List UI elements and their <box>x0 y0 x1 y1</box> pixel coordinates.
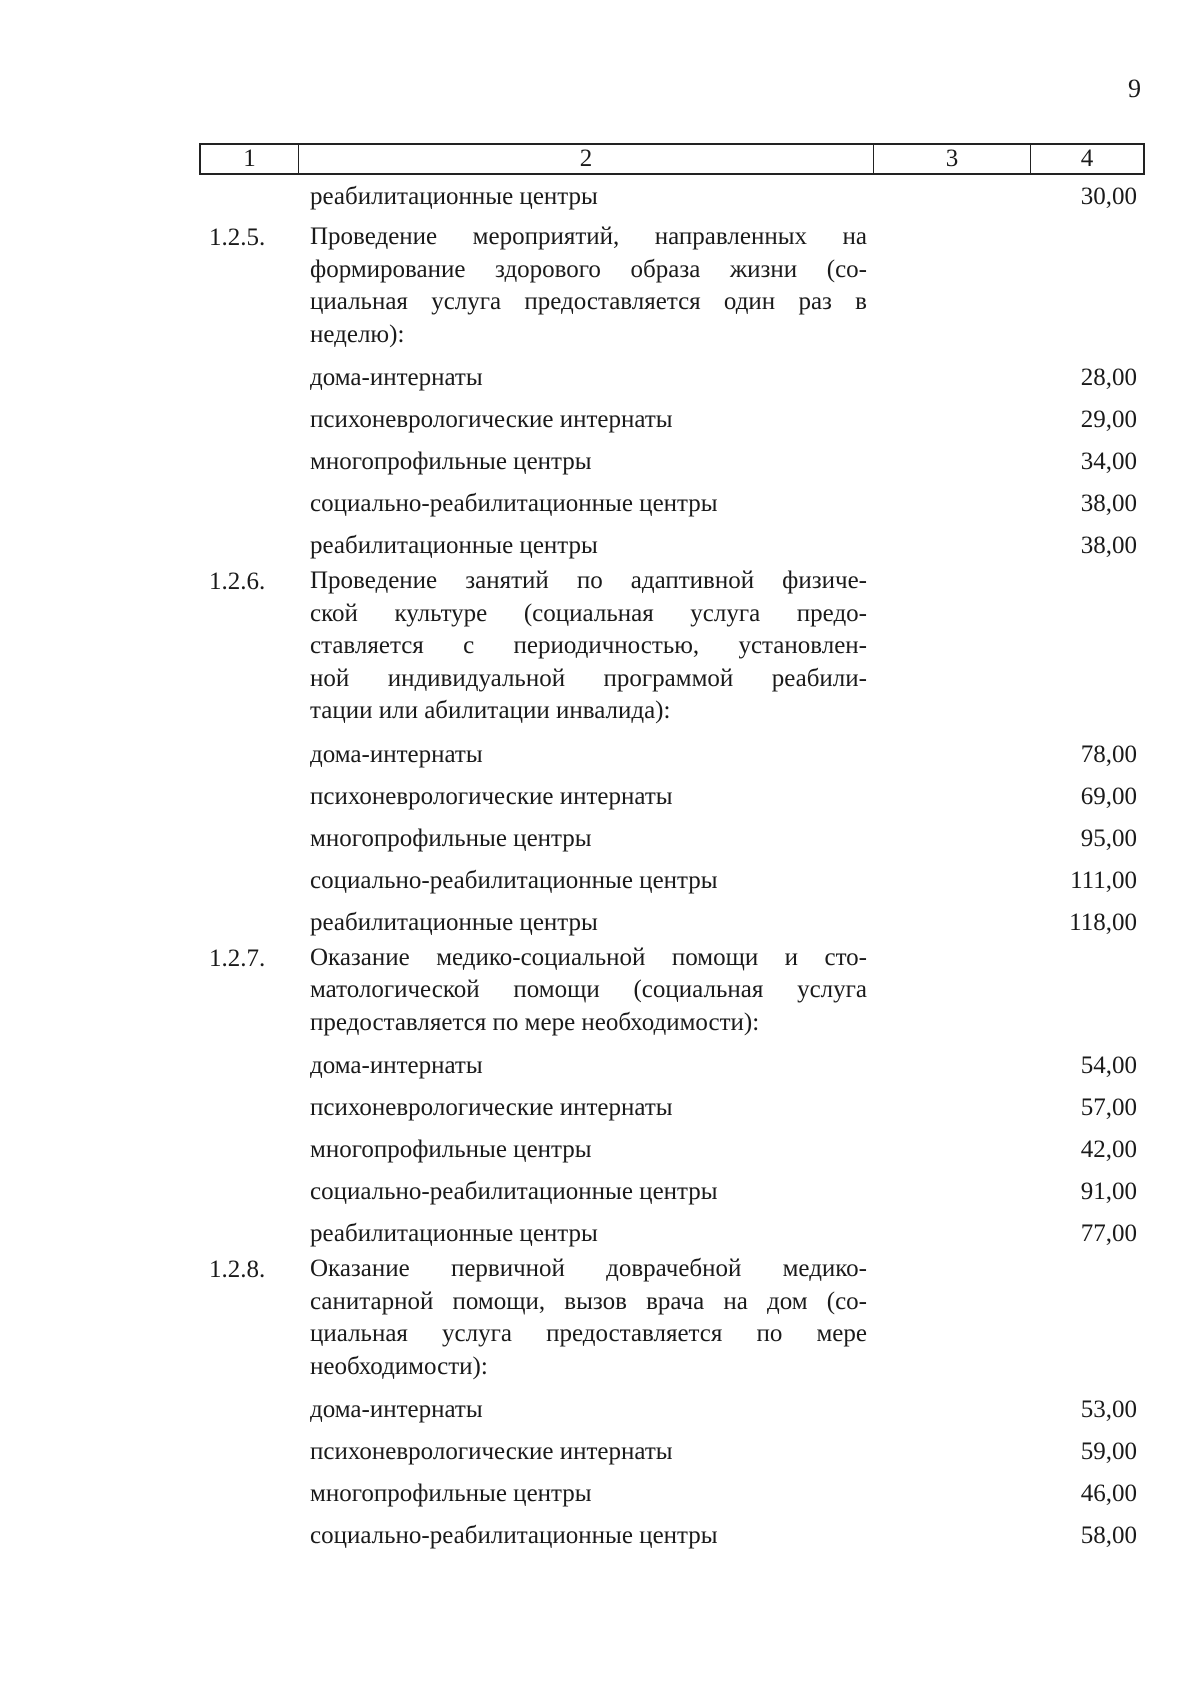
row-value: 38,00 <box>1080 532 1137 559</box>
row-value: 78,00 <box>1080 740 1137 768</box>
row-value: 38,00 <box>1080 490 1137 517</box>
row-value: 46,00 <box>1080 1480 1137 1507</box>
row-value: 53,00 <box>1080 1396 1137 1423</box>
row-label: дома-интернаты <box>310 740 483 768</box>
section-description-line: циальная услуга предоставляется один раз в <box>310 288 867 315</box>
table-row <box>199 1389 1145 1431</box>
row-label: социально-реабилитационные центры <box>310 1178 718 1205</box>
section-description-line: циальная услуга предоставляется по мере <box>310 1320 867 1347</box>
table-row <box>199 1431 1145 1473</box>
column-header-1: 1 <box>201 145 299 173</box>
column-header-row <box>199 143 1145 175</box>
section-description <box>310 221 867 351</box>
row-label: многопрофильные центры <box>310 824 592 852</box>
row-label: дома-интернаты <box>310 1052 483 1079</box>
row-label: психоневрологические интернаты <box>310 1438 673 1465</box>
section-description-line: Проведение мероприятий, направленных на <box>310 223 867 250</box>
section-row <box>199 942 1145 1040</box>
row-value: 95,00 <box>1080 824 1137 852</box>
table-row <box>199 1045 1145 1087</box>
row-value: 77,00 <box>1080 1220 1137 1247</box>
section-description-line: матологической помощи (социальная услуга <box>310 976 867 1003</box>
section-row <box>199 1253 1145 1383</box>
row-value: 42,00 <box>1080 1136 1137 1163</box>
section-description-line: ставляется с периодичностью, установлен- <box>310 632 867 659</box>
section-number: 1.2.5. <box>209 224 266 251</box>
section-description-line: Оказание медико-социальной помощи и сто- <box>310 943 867 971</box>
table-row <box>199 399 1145 441</box>
section-description-line: Оказание первичной доврачебной медико- <box>310 1255 867 1282</box>
column-header-4: 4 <box>1080 145 1094 172</box>
table-row <box>199 1515 1145 1552</box>
column-header-2: 2 <box>299 145 874 173</box>
section-description-line: неделю): <box>310 320 405 348</box>
tariff-table-body <box>199 180 1145 1552</box>
section-number: 1.2.7. <box>209 944 266 972</box>
table-row <box>199 441 1145 483</box>
section-description-line: санитарной помощи, вызов врача на дом (со- <box>310 1287 867 1315</box>
section-description <box>310 565 867 728</box>
table-row <box>199 525 1145 562</box>
section-description-line: ной индивидуальной программой реабили- <box>310 664 867 692</box>
row-value: 59,00 <box>1080 1438 1137 1465</box>
table-row <box>199 776 1145 818</box>
section-description-line: необходимости): <box>310 1352 488 1380</box>
row-value: 118,00 <box>1069 908 1137 936</box>
row-label: психоневрологические интернаты <box>310 406 673 433</box>
row-value: 28,00 <box>1080 364 1137 391</box>
row-value: 29,00 <box>1080 406 1137 433</box>
row-label: социально-реабилитационные центры <box>310 1522 718 1549</box>
table-row <box>199 1087 1145 1129</box>
row-label: реабилитационные центры <box>310 908 598 936</box>
row-label: реабилитационные центры <box>310 532 598 559</box>
table-row <box>199 902 1145 939</box>
table-row <box>199 860 1145 902</box>
row-value: 57,00 <box>1080 1094 1137 1121</box>
section-row <box>199 221 1145 351</box>
section-description <box>310 942 867 1040</box>
row-label: многопрофильные центры <box>310 1136 592 1163</box>
row-label: реабилитационные центры <box>310 1220 598 1247</box>
section-description-line: формирование здорового образа жизни (со- <box>310 255 867 283</box>
row-value: 34,00 <box>1080 448 1137 475</box>
page-number: 9 <box>1128 74 1141 103</box>
table-row <box>199 1213 1145 1250</box>
row-value: 30,00 <box>1080 183 1137 210</box>
row-label: психоневрологические интернаты <box>310 1094 673 1121</box>
table-row <box>199 1171 1145 1213</box>
column-header-3: 3 <box>874 145 1031 173</box>
section-row <box>199 565 1145 728</box>
table-row <box>199 1473 1145 1515</box>
table-row <box>199 734 1145 776</box>
row-label: дома-интернаты <box>310 364 483 391</box>
section-description <box>310 1253 867 1383</box>
row-label: социально-реабилитационные центры <box>310 490 718 517</box>
section-number: 1.2.6. <box>209 568 266 595</box>
row-label: реабилитационные центры <box>310 183 598 210</box>
row-value: 69,00 <box>1080 782 1137 810</box>
row-label: многопрофильные центры <box>310 1480 592 1507</box>
section-description-line: ской культуре (социальная услуга предо- <box>310 599 867 627</box>
table-row <box>199 483 1145 525</box>
row-label: многопрофильные центры <box>310 448 592 475</box>
section-description-line: тации или абилитации инвалида): <box>310 697 671 724</box>
table-row <box>199 180 1145 218</box>
table-row <box>199 357 1145 399</box>
row-value: 111,00 <box>1070 866 1137 894</box>
row-label: психоневрологические интернаты <box>310 782 673 810</box>
row-value: 91,00 <box>1080 1178 1137 1205</box>
section-number: 1.2.8. <box>209 1256 266 1283</box>
row-value: 58,00 <box>1080 1522 1137 1549</box>
table-row <box>199 818 1145 860</box>
row-label: дома-интернаты <box>310 1396 483 1423</box>
table-row <box>199 1129 1145 1171</box>
section-description-line: Проведение занятий по адаптивной физиче- <box>310 567 867 594</box>
row-label: социально-реабилитационные центры <box>310 866 718 894</box>
section-description-line: предоставляется по мере необходимости): <box>310 1008 760 1036</box>
row-value: 54,00 <box>1080 1052 1137 1079</box>
